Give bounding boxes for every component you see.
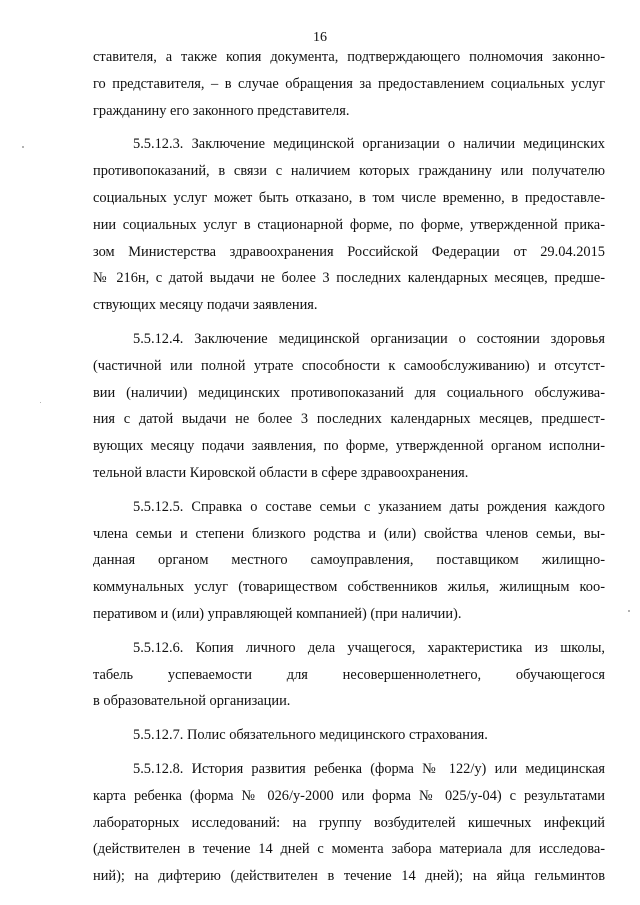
text-line: гражданину его законного представителя. bbox=[93, 102, 350, 119]
paragraph-5-5-12-6 bbox=[93, 635, 605, 715]
text-line: зом Министерства здравоохранения Российской Федерации от 29.04.2015 bbox=[93, 243, 605, 260]
text-line: табель успеваемости для несовершеннолетнего, обучающегося bbox=[93, 666, 605, 683]
text-line: карта ребенка (форма № 026/у-2000 или форма № 025/у-04) с результатами bbox=[93, 787, 605, 804]
paragraph-5-5-12-3 bbox=[93, 131, 605, 319]
paragraph-5-5-12-4 bbox=[93, 326, 605, 487]
scan-speck bbox=[22, 146, 24, 148]
text-line: нии социальных услуг в стационарной форме, по форме, утвержденной прика- bbox=[93, 216, 605, 233]
text-line: ния с датой выдачи не более 3 последних календарных месяцев, предшест- bbox=[93, 411, 605, 428]
text-line: 5.5.12.8. История развития ребенка (форма № 122/у) или медицинская bbox=[133, 760, 605, 777]
text-line: 5.5.12.5. Справка о составе семьи с указанием даты рождения каждого bbox=[133, 498, 605, 515]
paragraph-continuation bbox=[93, 44, 605, 124]
text-line: ставителя, а также копия документа, подтверждающего полномочия законно- bbox=[93, 49, 605, 65]
text-line: го представителя, – в случае обращения за предоставлением социальных услуг bbox=[93, 75, 605, 92]
text-line: лабораторных исследований: на группу возбудителей кишечных инфекций bbox=[93, 814, 605, 831]
text-line: вии (наличии) медицинских противопоказаний для социального обслужива- bbox=[93, 384, 605, 401]
body-text bbox=[93, 44, 605, 897]
text-line: в образовательной организации. bbox=[93, 693, 291, 710]
scan-speck bbox=[40, 402, 41, 403]
text-line: данная органом местного самоуправления, поставщиком жилищно- bbox=[93, 552, 605, 569]
text-line: № 216н, с датой выдачи не более 3 последних календарных месяцев, предше- bbox=[93, 270, 605, 287]
text-line: вующих месяцу подачи заявления, по форме, утвержденной органом исполни- bbox=[93, 438, 605, 455]
text-line: 5.5.12.6. Копия личного дела учащегося, характеристика из школы, bbox=[133, 639, 605, 656]
text-line: перативом и (или) управляющей компанией) (при наличии). bbox=[93, 605, 462, 622]
text-line: ний); на дифтерию (действителен в течение 14 дней); на яйца гельминтов bbox=[93, 868, 605, 885]
text-line: 5.5.12.3. Заключение медицинской организации о наличии медицинских bbox=[133, 136, 605, 153]
text-line: противопоказаний, в связи с наличием которых гражданину или получателю bbox=[93, 163, 605, 180]
paragraph-5-5-12-7 bbox=[93, 722, 605, 749]
text-line: 5.5.12.7. Полис обязательного медицинского страхования. bbox=[133, 727, 488, 744]
scan-speck bbox=[628, 610, 630, 612]
text-line: тельной власти Кировской области в сфере здравоохранения. bbox=[93, 464, 469, 481]
text-line: (действителен в течение 14 дней с момента забора материала для исследова- bbox=[93, 841, 605, 858]
page-number: 16 bbox=[313, 30, 327, 45]
text-line: (частичной или полной утрате способности к самообслуживанию) и отсутст- bbox=[93, 357, 605, 374]
text-line: члена семьи и степени близкого родства и (или) свойства членов семьи, вы- bbox=[93, 525, 605, 542]
text-line: коммунальных услуг (товариществом собственников жилья, жилищным коо- bbox=[93, 579, 605, 596]
text-line: социальных услуг может быть отказано, в том числе временно, в предоставле- bbox=[93, 189, 605, 206]
text-line: 5.5.12.4. Заключение медицинской организации о состоянии здоровья bbox=[133, 330, 605, 347]
text-line: ствующих месяцу подачи заявления. bbox=[93, 297, 318, 314]
paragraph-5-5-12-8 bbox=[93, 756, 605, 890]
paragraph-5-5-12-5 bbox=[93, 494, 605, 628]
